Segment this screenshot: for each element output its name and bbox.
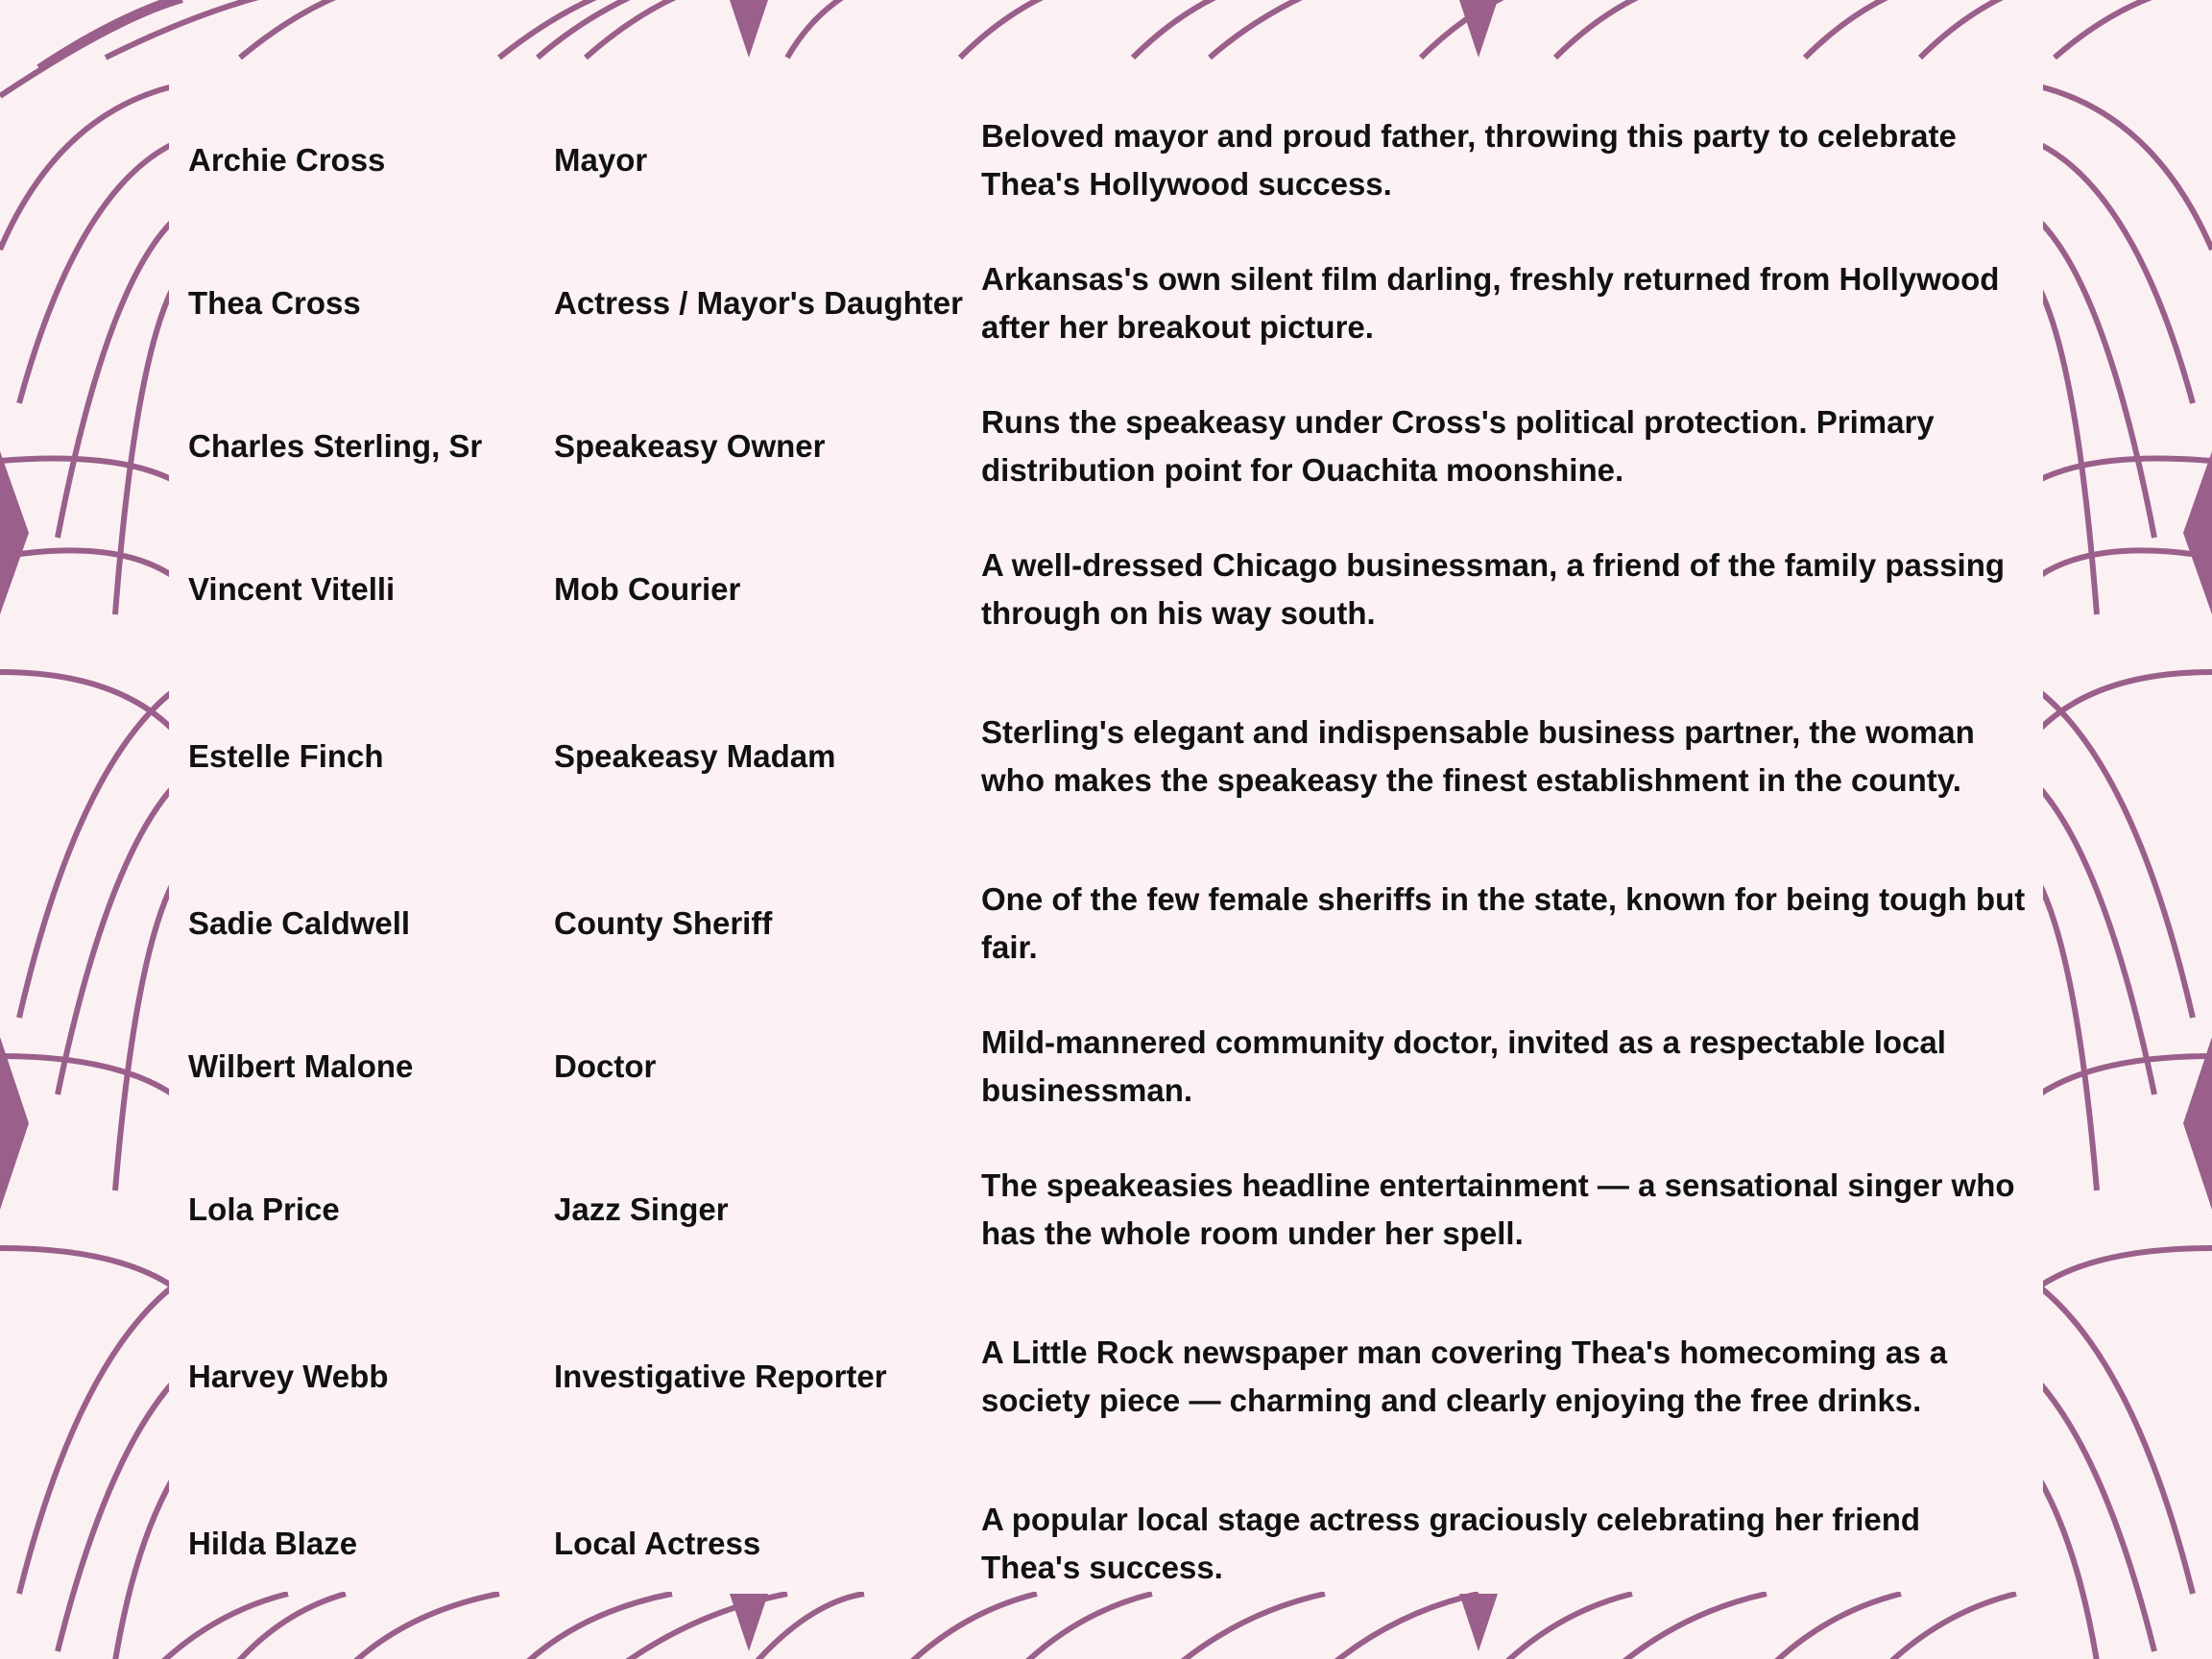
table-row xyxy=(188,374,2032,517)
character-role: Investigative Reporter xyxy=(554,1358,887,1394)
character-description: One of the few female sheriffs in the state, known for being tough but fair. xyxy=(981,880,2026,965)
character-role: Speakeasy Madam xyxy=(554,737,836,774)
character-description: A well-dressed Chicago businessman, a friend of the family passing through on his way south. xyxy=(981,546,2006,631)
character-role: Jazz Singer xyxy=(554,1190,729,1227)
character-name: Hilda Blaze xyxy=(188,1525,358,1561)
table-row xyxy=(188,231,2032,374)
character-role: Doctor xyxy=(554,1047,657,1084)
character-description: A popular local stage actress graciously celebrating her friend Thea's success. xyxy=(981,1501,1921,1585)
character-description: A Little Rock newspaper man covering Thea's homecoming as a society piece — charming and clearly enjoying the free drinks. xyxy=(981,1334,1948,1418)
character-name: Lola Price xyxy=(188,1190,340,1227)
character-description: Runs the speakeasy under Cross's political protection. Primary distribution point for Ouachita moonshine. xyxy=(981,403,1935,488)
character-role: Speakeasy Owner xyxy=(554,427,826,464)
character-description: Beloved mayor and proud father, throwing this party to celebrate Thea's Hollywood success. xyxy=(981,117,1957,202)
table-row xyxy=(188,995,2032,1138)
table-row xyxy=(188,517,2032,661)
table-row xyxy=(188,661,2032,852)
character-description: The speakeasies headline entertainment — a sensational singer who has the whole room under her spell. xyxy=(981,1166,2015,1251)
character-name: Wilbert Malone xyxy=(188,1047,414,1084)
cast-panel xyxy=(169,67,2043,1592)
character-role: Mayor xyxy=(554,141,648,178)
character-role: County Sheriff xyxy=(554,904,773,941)
table-row xyxy=(188,1472,2032,1615)
character-name: Thea Cross xyxy=(188,284,361,321)
character-role: Actress / Mayor's Daughter xyxy=(554,284,963,321)
character-role: Local Actress xyxy=(554,1525,761,1561)
cast-table xyxy=(188,88,2032,1615)
character-name: Charles Sterling, Sr xyxy=(188,427,483,464)
character-name: Estelle Finch xyxy=(188,737,384,774)
character-name: Archie Cross xyxy=(188,141,386,178)
character-description: Sterling's elegant and indispensable business partner, the woman who makes the speakeasy the finest establishment in the county. xyxy=(981,713,1975,798)
table-row xyxy=(188,88,2032,231)
character-name: Harvey Webb xyxy=(188,1358,389,1394)
table-row xyxy=(188,1281,2032,1472)
character-role: Mob Courier xyxy=(554,570,741,607)
character-name: Vincent Vitelli xyxy=(188,570,396,607)
table-row xyxy=(188,852,2032,995)
character-name: Sadie Caldwell xyxy=(188,904,411,941)
table-row xyxy=(188,1138,2032,1281)
character-description: Arkansas's own silent film darling, freshly returned from Hollywood after her breakout picture. xyxy=(981,260,2000,345)
character-description: Mild-mannered community doctor, invited as a respectable local businessman. xyxy=(981,1023,1946,1108)
